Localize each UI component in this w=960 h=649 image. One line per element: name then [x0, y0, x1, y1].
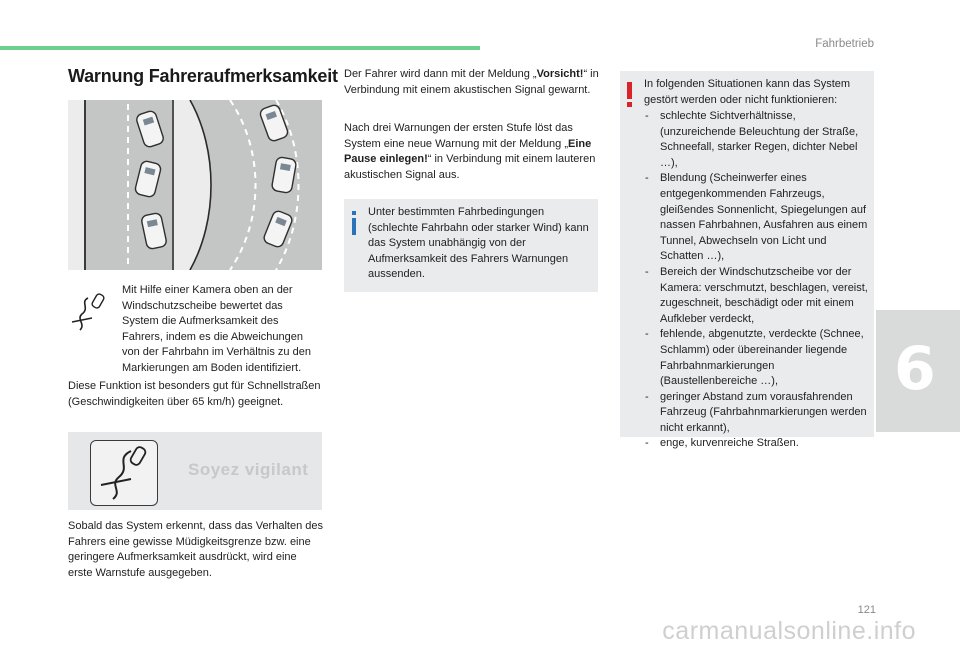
first-warning-text: Sobald das System erkennt, dass das Verhalten des Fahrers eine gewisse Müdigkeitsgrenze bzw. eine geringere Aufmerksamkeit ausdrückt, wird eine erste Warnstufe ausgegeben.: [68, 520, 323, 579]
driver-attention-icon: [68, 292, 112, 332]
alert-message-pause: Eine Pause einlegen!: [344, 137, 592, 166]
chapter-title: Fahrbetrieb: [815, 38, 874, 50]
suitability-text: Diese Funktion ist besonders gut für Schnellstraßen (Geschwindigkeiten über 65 km/h) geeignet.: [68, 380, 321, 408]
watermark: carmanualsonline.info: [662, 617, 916, 645]
warning-list: [644, 109, 872, 452]
chapter-tab: [876, 310, 960, 432]
instrument-display-panel: [68, 432, 322, 510]
display-message: Soyez vigilant: [188, 460, 309, 479]
list-item: - enge, kurvenreiche Straßen.: [645, 437, 799, 450]
page-number: 121: [857, 604, 876, 616]
list-item: - Bereich der Windschutzscheibe vor der Kamera: verschmutzt, beschlagen, vereist, zugeschneit, beschädigt oder mit einem Aufkleber verdeckt,: [645, 265, 868, 325]
header-accent-bar: [0, 46, 480, 50]
list-item: - geringer Abstand zum vorausfahrenden Fahrzeug (Fahrbahnmarkierungen werden nicht erkannt),: [645, 390, 867, 434]
first-alert-paragraph: Der Fahrer wird dann mit der Meldung „Vorsicht!“ in Verbindung mit einem akustischen Signal gewarnt.: [344, 68, 599, 96]
list-item: - Blendung (Scheinwerfer eines entgegenkommenden Fahrzeugs, gleißendes Sonnenlicht, Spiegelungen auf nassen Fahrbahnen, Ausfahren aus einem Tunnel, Abwechseln von Licht und Schatten …),: [645, 172, 868, 263]
chapter-number: 6: [894, 334, 936, 404]
list-item: - schlechte Sichtverhältnisse, (unzureichende Beleuchtung der Straße, Schneefall, starker Regen, dichter Nebel …),: [645, 110, 859, 169]
info-icon: [352, 211, 356, 235]
alert-message-vorsicht: Vorsicht!: [536, 68, 584, 80]
warning-note: [620, 71, 874, 450]
second-alert-paragraph: Nach drei Warnungen der ersten Stufe löst das System eine neue Warnung mit der Meldung „Eine Pause einlegen!“ in Verbindung mit einem lauteren akustischen Signal aus.: [344, 122, 596, 181]
info-note-text: Unter bestimmten Fahrbedingungen (schlechte Fahrbahn oder starker Wind) kann das System unabhängig von der Aufmerksamkeit des Fahrers Warnungen aussenden.: [368, 206, 589, 281]
section-title: Warnung Fahreraufmerksamkeit: [68, 66, 338, 86]
list-item: - fehlende, abgenutzte, verdeckte (Schnee, Schlamm) oder übereinander liegende Fahrbahnmarkierungen (Baustellenbereiche …),: [645, 328, 864, 388]
warning-icon: [627, 82, 632, 106]
info-note: [344, 199, 598, 292]
lane-departure-illustration: [68, 100, 322, 270]
camera-description: Mit Hilfe einer Kamera oben an der Windschutzscheibe bewertet das System die Aufmerksamkeit des Fahrers, indem es die Abweichungen von der Fahrbahn im Verhältnis zu den Markierungen am Boden identifiziert.: [122, 284, 311, 374]
warning-intro: In folgenden Situationen kann das System gestört werden oder nicht funktionieren:: [644, 78, 851, 106]
driver-attention-warning-icon: [90, 440, 158, 506]
